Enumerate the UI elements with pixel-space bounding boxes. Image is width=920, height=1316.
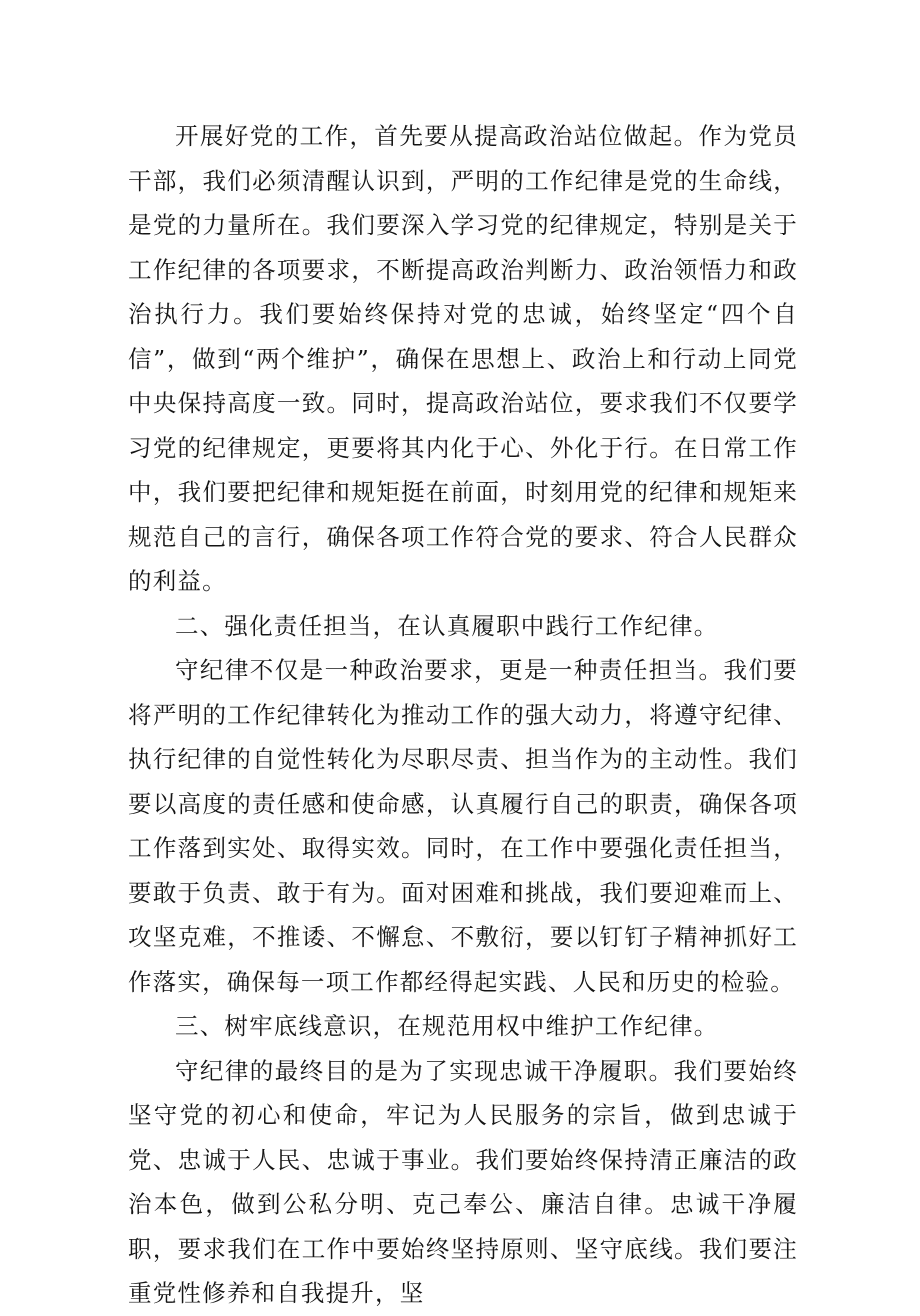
document-body [128, 114, 798, 1316]
paragraph-responsibility: 守纪律不仅是一种政治要求，更是一种责任担当。我们要将严明的工作纪律转化为推动工作的强大动力，将遵守纪律、执行纪律的自觉性转化为尽职尽责、担当作为的主动性。我们要以高度的责任感和使命感，认真履行自己的职责，确保各项工作落到实处、取得实效。同时，在工作中要强化责任担当，要敢于负责、敢于有为。面对困难和挑战，我们要迎难而上、攻坚克难，不推诿、不懈怠、不敷衍，要以钉钉子精神抓好工作落实，确保每一项工作都经得起实践、人民和历史的检验。 [128, 656, 798, 996]
paragraph-political-stance: 开展好党的工作，首先要从提高政治站位做起。作为党员干部，我们必须清醒认识到，严明的工作纪律是党的生命线，是党的力量所在。我们要深入学习党的纪律规定，特别是关于工作纪律的各项要求，不断提高政治判断力、政治领悟力和政治执行力。我们要始终保持对党的忠诚，始终坚定“四个自信”，做到“两个维护”，确保在思想上、政治上和行动上同党中央保持高度一致。同时，提高政治站位，要求我们不仅要学习党的纪律规定，更要将其内化于心、外化于行。在日常工作中，我们要把纪律和规矩挺在前面，时刻用党的纪律和规矩来规范自己的言行，确保各项工作符合党的要求、符合人民群众的利益。 [128, 122, 798, 595]
section-heading-2: 二、强化责任担当，在认真履职中践行工作纪律。 [175, 611, 719, 640]
section-heading-3: 三、树牢底线意识，在规范用权中维护工作纪律。 [175, 1012, 719, 1040]
paragraph-bottom-line: 守纪律的最终目的是为了实现忠诚干净履职。我们要始终坚守党的初心和使命，牢记为人民服务的宗旨，做到忠诚于党、忠诚于人民、忠诚于事业。我们要始终保持清正廉洁的政治本色，做到公私分明、克己奉公、廉洁自律。忠诚干净履职，要求我们在工作中要始终坚持原则、坚守底线。我们要注重党性修养和自我提升，坚 [128, 1056, 798, 1307]
